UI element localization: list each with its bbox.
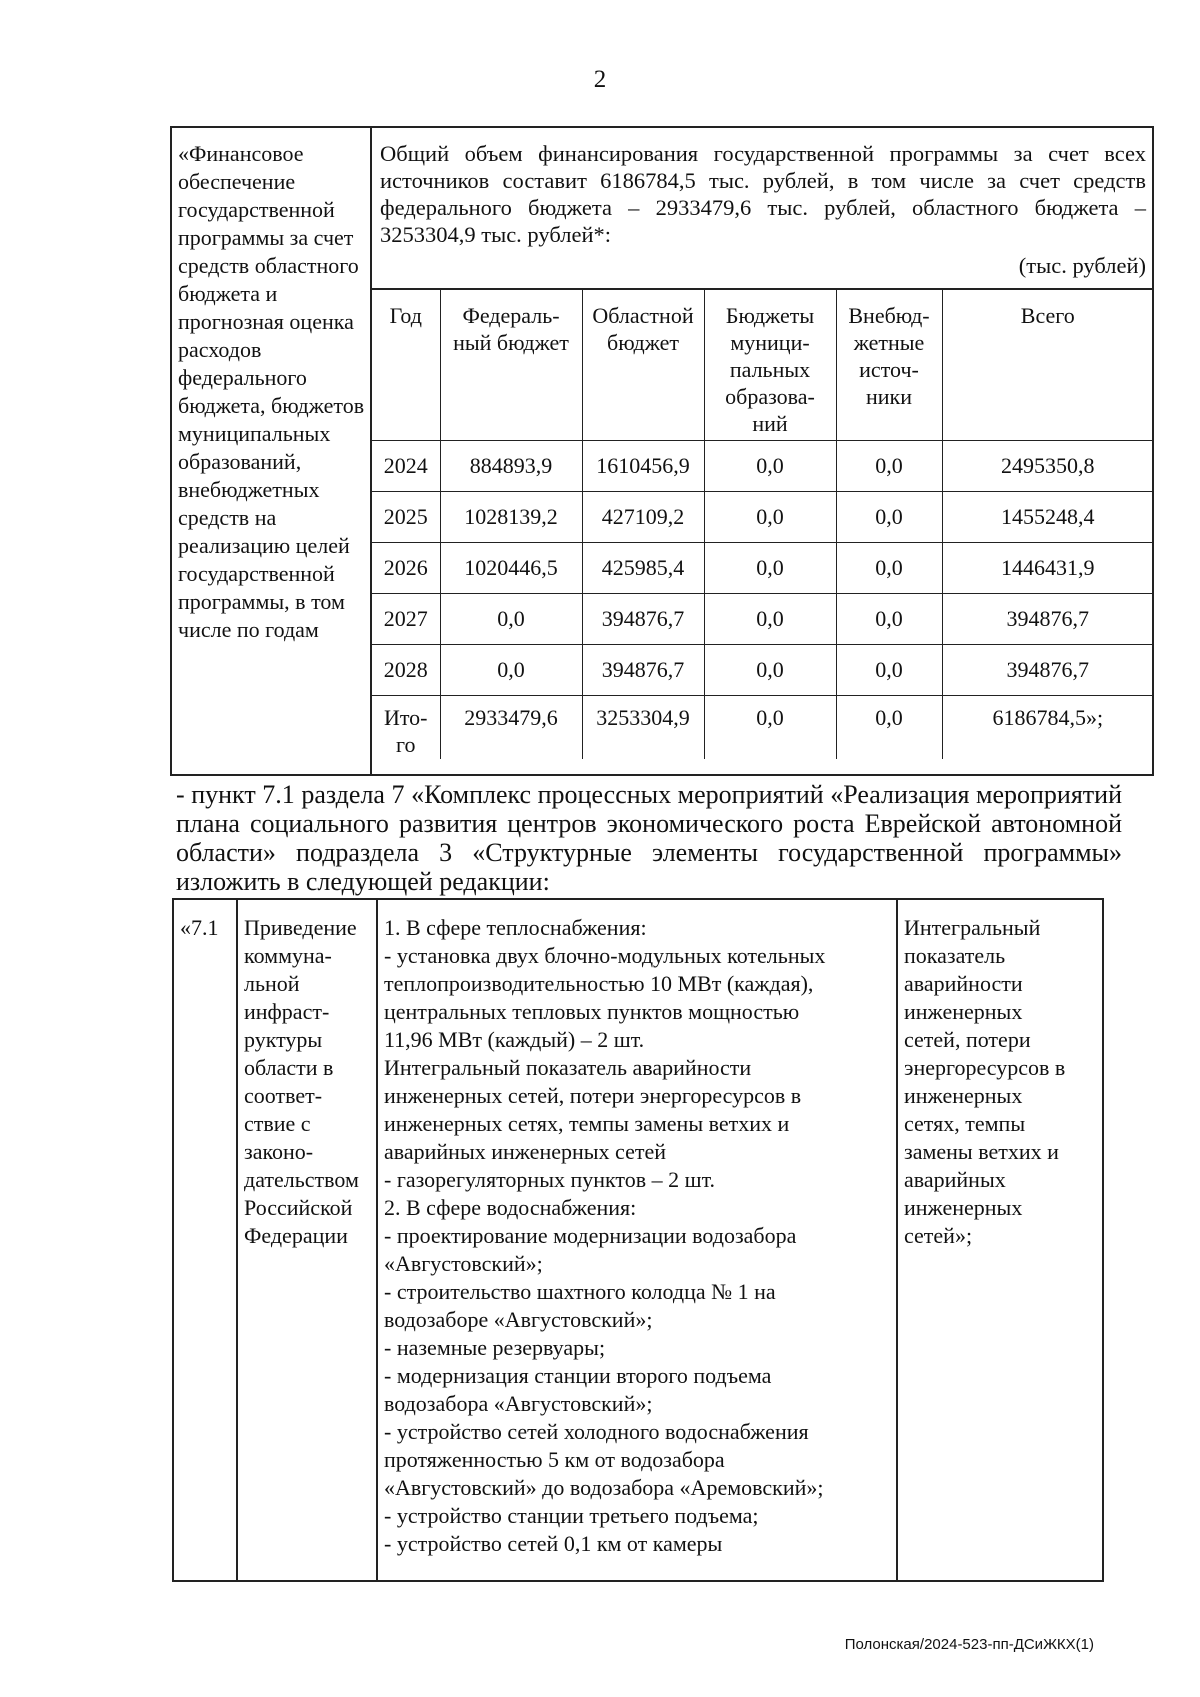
table-cell: 1610456,9 (582, 440, 704, 491)
page-number: 2 (593, 66, 607, 93)
table-cell: 427109,2 (582, 491, 704, 542)
description-line: теплопроизводительностью 10 МВт (каждая), (384, 971, 814, 996)
indicator-line: инженерных (904, 1195, 1023, 1220)
indicator-line: Интегральный (904, 915, 1041, 940)
indicator-line: показатель (904, 943, 1006, 968)
description-column (378, 900, 898, 1580)
task-line: инфраст- (244, 999, 330, 1024)
task-line: дательством (244, 1167, 359, 1192)
table-cell: 2933479,6 (440, 695, 582, 759)
description-line: водозабора «Августовский»; (384, 1391, 653, 1416)
table-cell: 0,0 (836, 644, 942, 695)
table-cell: 0,0 (836, 491, 942, 542)
task-line: Приведение (244, 915, 357, 940)
task-line: Федерации (244, 1223, 348, 1248)
amendment-text: - пункт 7.1 раздела 7 «Комплекс процессных мероприятий «Реализация мероприятий плана социального развития центров экономического роста Еврейской автономной области» подраздела 3 «Структурные элементы государственной программы» изложить в следующей редакции: (176, 780, 1122, 896)
description-line: - устройство сетей холодного водоснабжения (384, 1419, 809, 1444)
financing-intro (372, 128, 1152, 290)
financing-content (372, 128, 1152, 774)
description-line: «Августовский» до водозабора «Аремовский»; (384, 1475, 824, 1500)
amendment-paragraph (176, 780, 1122, 896)
description-line: - строительство шахтного колодца № 1 на (384, 1279, 776, 1304)
item-number: «7.1 (174, 900, 238, 1580)
financing-section (170, 126, 1154, 776)
table-cell: 394876,7 (582, 644, 704, 695)
table-cell: 0,0 (704, 491, 836, 542)
table-cell: 1455248,4 (942, 491, 1153, 542)
financing-units: (тыс. рублей) (1018, 253, 1146, 278)
table-cell: 0,0 (836, 695, 942, 759)
description-line: - устройство станции третьего подъема; (384, 1503, 759, 1528)
financing-table (372, 290, 1153, 759)
table-cell: 425985,4 (582, 542, 704, 593)
table-cell: 1020446,5 (440, 542, 582, 593)
table-cell: 0,0 (836, 440, 942, 491)
description-line: инженерных сетях, темпы замены ветхих и (384, 1111, 790, 1136)
description-line: аварийных инженерных сетей (384, 1139, 666, 1164)
table-cell: 2028 (372, 644, 440, 695)
table-row (372, 440, 1153, 491)
task-line: соответ- (244, 1083, 323, 1108)
header-municipal: Бюджеты муници-пальных образова-ний (704, 290, 836, 440)
financing-intro-text: Общий объем финансирования государственной программы за счет всех источников составит 6186784,5 тыс. рублей, в том числе за счет средств федерального бюджета – 2933479,6 тыс. рублей, областного бюджета – 3253304,9 тыс. рублей*: (380, 141, 1146, 247)
table-cell: 0,0 (704, 542, 836, 593)
table-row (372, 491, 1153, 542)
header-regional: Областной бюджет (582, 290, 704, 440)
indicator-line: сетей, потери (904, 1027, 1031, 1052)
description-line: - наземные резервуары; (384, 1335, 606, 1360)
table-cell: 0,0 (440, 644, 582, 695)
table-cell: 0,0 (836, 593, 942, 644)
table-cell: 884893,9 (440, 440, 582, 491)
table-cell: 6186784,5»; (942, 695, 1153, 759)
header-extrabudgetary: Внебюд-жетные источ-ники (836, 290, 942, 440)
table-row-total (372, 695, 1153, 759)
table-cell: 394876,7 (942, 644, 1153, 695)
table-cell: 1446431,9 (942, 542, 1153, 593)
task-column (238, 900, 378, 1580)
header-federal: Федераль-ный бюджет (440, 290, 582, 440)
indicator-line: инженерных (904, 1083, 1023, 1108)
indicator-line: сетей»; (904, 1223, 973, 1248)
description-line: Интегральный показатель аварийности (384, 1055, 752, 1080)
description-line: инженерных сетей, потери энергоресурсов в (384, 1083, 802, 1108)
indicator-column (898, 900, 1102, 1580)
table-row (372, 644, 1153, 695)
financing-table-header (372, 290, 1153, 440)
task-line: Российской (244, 1195, 353, 1220)
task-line: коммуна- (244, 943, 332, 968)
table-cell: Ито-го (372, 695, 440, 759)
task-line: ствие с (244, 1111, 311, 1136)
table-cell: 2026 (372, 542, 440, 593)
table-cell: 1028139,2 (440, 491, 582, 542)
description-line: 11,96 МВт (каждый) – 2 шт. (384, 1027, 645, 1052)
financing-label: «Финансовое обеспечение государственной программы за счет средств областного бюджета и прогнозная оценка расходов федерального бюджета, бюджетов муниципальных образований, внебюджетных средств на реализацию целей государственной программы, в том числе по годам (172, 128, 372, 774)
table-row (372, 542, 1153, 593)
description-line: центральных тепловых пунктов мощностью (384, 999, 800, 1024)
task-line: льной (244, 971, 300, 996)
table-row (372, 593, 1153, 644)
indicator-line: аварийных (904, 1167, 1006, 1192)
description-line: «Августовский»; (384, 1251, 543, 1276)
footer-document-code: Полонская/2024-523-пп-ДСиЖКХ(1) (844, 1636, 1094, 1653)
description-line: - модернизация станции второго подъема (384, 1363, 772, 1388)
description-line: водозаборе «Августовский»; (384, 1307, 653, 1332)
header-total: Всего (942, 290, 1153, 440)
table-cell: 0,0 (704, 593, 836, 644)
table-cell: 3253304,9 (582, 695, 704, 759)
description-line: - газорегуляторных пунктов – 2 шт. (384, 1167, 716, 1192)
table-cell: 2495350,8 (942, 440, 1153, 491)
structural-element-table (172, 898, 1104, 1582)
table-cell: 2027 (372, 593, 440, 644)
table-cell: 0,0 (704, 440, 836, 491)
table-cell: 0,0 (440, 593, 582, 644)
indicator-line: сетях, темпы (904, 1111, 1026, 1136)
table-cell: 0,0 (704, 644, 836, 695)
table-cell: 0,0 (836, 542, 942, 593)
description-line: 2. В сфере водоснабжения: (384, 1195, 637, 1220)
header-year: Год (372, 290, 440, 440)
indicator-line: инженерных (904, 999, 1023, 1024)
indicator-line: замены ветхих и (904, 1139, 1059, 1164)
task-line: законо- (244, 1139, 314, 1164)
table-cell: 394876,7 (582, 593, 704, 644)
description-line: - установка двух блочно-модульных котельных (384, 943, 826, 968)
description-line: 1. В сфере теплоснабжения: (384, 915, 647, 940)
indicator-line: энергоресурсов в (904, 1055, 1066, 1080)
indicator-line: аварийности (904, 971, 1023, 996)
description-line: протяженностью 5 км от водозабора (384, 1447, 725, 1472)
table-cell: 2025 (372, 491, 440, 542)
task-line: области в (244, 1055, 334, 1080)
table-cell: 394876,7 (942, 593, 1153, 644)
task-line: руктуры (244, 1027, 323, 1052)
table-cell: 0,0 (704, 695, 836, 759)
table-cell: 2024 (372, 440, 440, 491)
description-line: - устройство сетей 0,1 км от камеры (384, 1531, 723, 1556)
description-line: - проектирование модернизации водозабора (384, 1223, 797, 1248)
